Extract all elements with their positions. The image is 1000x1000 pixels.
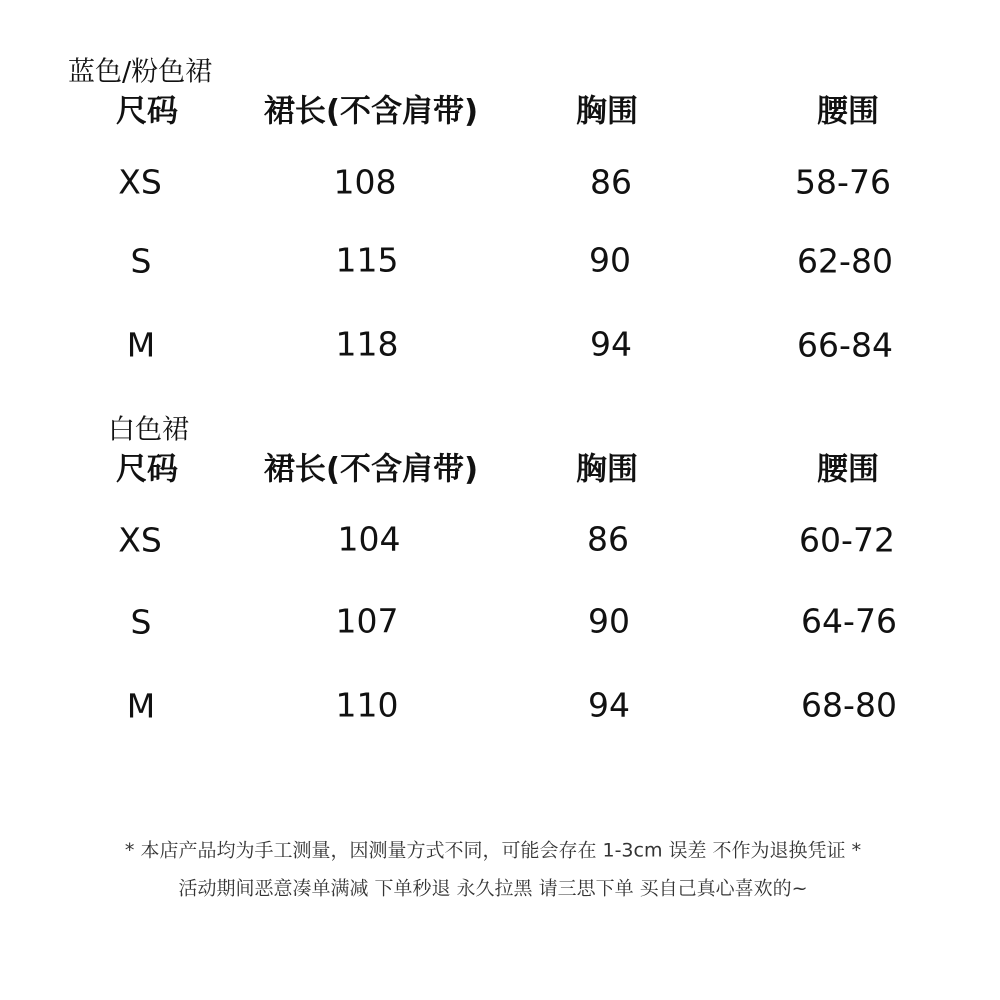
table-2-row-3-bust: 94 <box>588 685 630 725</box>
table-2-row-3-size: M <box>126 686 156 726</box>
table-1-row-3-bust: 94 <box>590 324 632 364</box>
table-2-row-3-length: 110 <box>335 685 399 725</box>
table-1-row-2-waist: 62-80 <box>797 241 893 281</box>
table-2-row-2-length: 107 <box>335 601 399 641</box>
table-1-header-bust: 胸围 <box>576 93 638 130</box>
table-2-header-size: 尺码 <box>116 451 178 488</box>
table-1-row-2-length: 115 <box>335 240 399 280</box>
table-1-row-3-size: M <box>126 325 156 365</box>
table-1-header-length: 裙长(不含肩带) <box>263 93 479 130</box>
table-1-title: 蓝色/粉色裙 <box>68 56 213 88</box>
table-1-header-waist: 腰围 <box>817 93 879 130</box>
table-2-row-1-size: XS <box>118 520 162 560</box>
table-2-row-3-waist: 68-80 <box>801 685 897 725</box>
table-2-row-2-bust: 90 <box>588 601 630 641</box>
table-2-row-1-bust: 86 <box>587 519 629 559</box>
table-1-header-size: 尺码 <box>116 93 178 130</box>
table-2-row-2-waist: 64-76 <box>801 601 897 641</box>
table-1-row-1-bust: 86 <box>590 162 632 202</box>
table-2-header-bust: 胸围 <box>576 451 638 488</box>
table-1-row-1-waist: 58-76 <box>795 162 891 202</box>
table-1-row-1-length: 108 <box>333 162 397 202</box>
footer-note-policy: 活动期间恶意凑单满减 下单秒退 永久拉黑 请三思下单 买自己真心喜欢的~ <box>178 877 808 900</box>
table-2-header-waist: 腰围 <box>817 451 879 488</box>
footer-note-measurement: * 本店产品均为手工测量，因测量方式不同，可能会存在 1-3cm 误差 不作为退换凭证 * <box>124 839 862 862</box>
table-1-row-1-size: XS <box>118 162 162 202</box>
table-2-header-length: 裙长(不含肩带) <box>263 451 479 488</box>
table-2-row-2-size: S <box>130 602 152 642</box>
table-2-row-1-length: 104 <box>337 519 401 559</box>
table-1-row-2-size: S <box>130 241 152 281</box>
table-2-row-1-waist: 60-72 <box>799 520 895 560</box>
table-1-row-2-bust: 90 <box>589 240 631 280</box>
table-1-row-3-length: 118 <box>335 324 399 364</box>
table-1-row-3-waist: 66-84 <box>797 325 893 365</box>
table-2-title: 白色裙 <box>108 414 189 446</box>
